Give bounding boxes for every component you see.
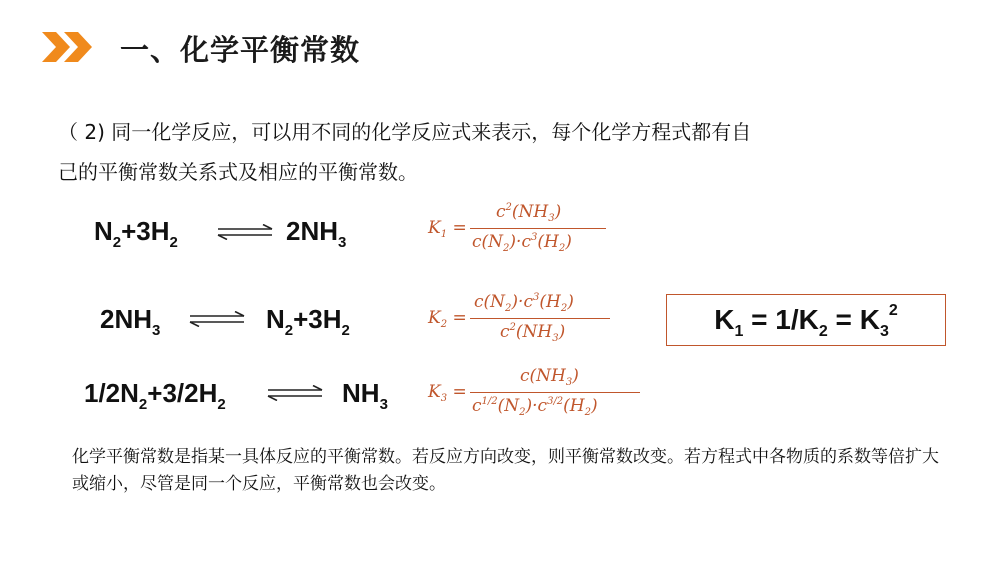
equation-3-lhs: $1/2N_2+3/2H_2$ xyxy=(84,378,226,413)
k3-denominator: $c^{1/2}(N_2)\cdot c^{3/2}(H_2)$ xyxy=(472,396,598,418)
intro-paragraph: （ 2) 同一化学反应，可以用不同的化学反应式来表示，每个化学方程式都有自 己的平衡常数关系式及相应的平衡常数。 xyxy=(58,120,752,184)
note-paragraph: 化学平衡常数是指某一具体反应的平衡常数。若反应方向改变，则平衡常数改变。若方程式中各物质的系数等倍扩大或缩小，尽管是同一个反应，平衡常数也会改变。 xyxy=(72,447,939,494)
k3-label: $K_3$ = xyxy=(428,382,467,404)
k1-label: $K_1$ = xyxy=(428,218,467,240)
double-chevron-right-icon xyxy=(42,32,102,62)
page-title: 一、化学平衡常数 xyxy=(120,33,361,67)
equation-3-rhs: $NH_3$ xyxy=(342,378,388,413)
equation-1-lhs: $N_2+3H_2$ xyxy=(94,216,178,251)
k3-fraction-bar xyxy=(470,392,640,393)
equation-2-rhs: $N_2+3H_2$ xyxy=(266,304,350,339)
k1-fraction-bar xyxy=(470,228,606,229)
equilibrium-arrows-icon xyxy=(188,311,246,327)
equilibrium-arrows-icon xyxy=(266,385,324,401)
relation-formula: $K_1 = 1/K_2 = K_3^2$ xyxy=(714,302,898,340)
equation-2-lhs: $2NH_3$ xyxy=(100,304,161,339)
k2-denominator: $c^2(NH_3)$ xyxy=(500,322,566,344)
k2-label: $K_2$ = xyxy=(428,308,467,330)
equation-1-rhs: $2NH_3$ xyxy=(286,216,347,251)
k1-denominator: $c(N_2)\cdot c^3(H_2)$ xyxy=(472,232,572,254)
k2-fraction-bar xyxy=(470,318,610,319)
k1-numerator: $c^2(NH_3)$ xyxy=(496,202,562,224)
k3-numerator: $c(NH_3)$ xyxy=(520,366,579,388)
equilibrium-arrows-icon xyxy=(216,224,274,240)
k2-numerator: $c(N_2)\cdot c^3(H_2)$ xyxy=(474,292,574,314)
